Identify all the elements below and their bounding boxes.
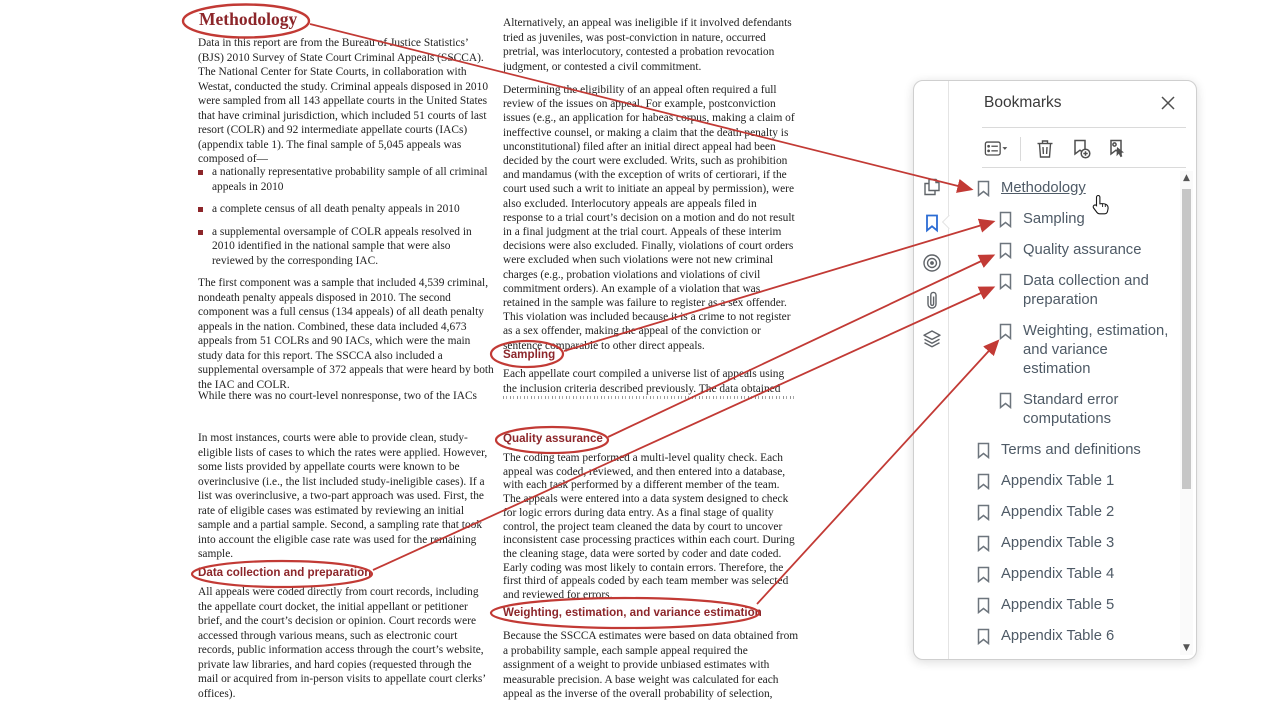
bookmark-label[interactable]: Data collection and preparation [1023, 273, 1149, 308]
scroll-down-icon[interactable]: ▼ [1183, 643, 1190, 653]
panel-navigation-rail [914, 81, 949, 659]
bookmark-label[interactable]: Standard error computations [1023, 392, 1119, 427]
bookmark-label[interactable]: Appendix Table 3 [1001, 535, 1115, 551]
bookmark-icon [998, 242, 1013, 259]
bookmark-item-appendix-table-3[interactable] [950, 534, 1180, 553]
paragraph: Determining the eligibility of an appeal often required a full review of the issues on appeal. For example, postconviction issues (e.g., an application for habeas corpus, making a claim of ineffective counsel, or making a claim that the death penalty is unconstitutional) filed after an initial direct appeal had been decided by the court were excluded. Writs, such as prohibition and mandamus (with the exception of writs of certiorari, if the court used such a writ to initiate an appeal by permission), were also excluded. Interlocutory appeals are appeals filed in response to a trial court’s decision on a motion and do not result in a final judgment at the trial court. Appeals of these interim decisions were also excluded. Finally, violations of court orders were excluded when such violations were not new criminal charges (e.g., probation violations and violations of civil commitment orders). An example of a violation that was retained in the sample was failure to register as a sex offender. This violation was included because it is a crime to not register as a sex offender, making the appeal of the conviction or sentence comparable to other direct appeals. [503, 84, 795, 352]
bookmark-item-standard-error[interactable] [950, 391, 1180, 429]
bookmark-label[interactable]: Weighting, estimation, and variance estimation [1023, 323, 1169, 377]
panel-header [950, 81, 1196, 127]
paragraph: The first component was a sample that included 4,539 criminal, nondeath penalty appeals disposed in 2010. The second component was a full census (134 appeals) of all death penalty appeals in the nation. Combined, these data included 4,673 appeals from 51 COLRs and 90 IACs, which were the main study data for this report. The SSCCA also included a supplemental oversample of 372 appeals that were heard by both the IAC and COLR. [198, 277, 494, 391]
clipped-text-remnant [503, 396, 795, 399]
section-heading-methodology: Methodology [199, 9, 298, 29]
bookmark-item-terms[interactable] [950, 441, 1180, 460]
bookmark-icon [976, 566, 991, 583]
bookmark-label[interactable]: Appendix Table 1 [1001, 473, 1115, 489]
attachments-paperclip-icon[interactable] [918, 287, 946, 315]
bookmarks-panel-content [950, 81, 1196, 659]
bookmark-item-quality-assurance[interactable] [950, 241, 1180, 260]
paragraph: Data in this report are from the Bureau of Justice Statistics’ (BJS) 2010 Survey of State Court Criminal Appeals (SSCCA). The National Center for State Courts, in collaboration with Westat, conducted the study. Criminal appeals disposed in 2010 were sampled from all 143 appellate courts in the United States that have criminal jurisdiction, which included 51 courts of last resort (COLR) and 92 intermediate appellate courts (IACs) (appendix table 1). The final sample of 5,045 appeals was composed of— [198, 37, 489, 165]
bookmark-item-data-collection[interactable] [950, 272, 1180, 310]
bookmark-item-appendix-table-4[interactable] [950, 565, 1180, 584]
bookmark-icon [976, 442, 991, 459]
new-bookmark-icon[interactable] [1069, 137, 1093, 161]
bookmark-options-icon[interactable] [984, 137, 1008, 161]
paragraph: Because the SSCCA estimates were based on data obtained from a probability sample, each sample appeal required the assignment of a weight to provide unbiased estimates with measurable precision. A base weight was calculated for each appeal as the inverse of the overall probability of selection, [503, 630, 799, 700]
bullet-item: a nationally representative probability sample of all criminal appeals in 2010 [198, 165, 488, 194]
bookmark-icon [976, 180, 991, 197]
bookmark-icon [976, 597, 991, 614]
paragraph: Alternatively, an appeal was ineligible if it involved defendants tried as juveniles, was post-conviction in nature, occurred pretrial, was interlocutory, contested a probation revocation judgment, or contested a civil commitment. [503, 17, 792, 73]
bookmark-icon [998, 392, 1013, 409]
bookmarks-list [950, 167, 1180, 657]
bullet-item: a complete census of all death penalty appeals in 2010 [198, 202, 488, 217]
close-icon[interactable] [1158, 93, 1178, 113]
section-heading-data-collection: Data collection and preparation [198, 566, 372, 579]
header-divider [982, 127, 1186, 128]
bookmark-label[interactable]: Methodology [1001, 180, 1086, 196]
bookmark-label[interactable]: Appendix Table 6 [1001, 628, 1115, 644]
bookmark-item-appendix-table-5[interactable] [950, 596, 1180, 615]
bookmark-item-methodology[interactable] [950, 179, 1180, 198]
bookmark-item-sampling[interactable] [950, 210, 1180, 229]
paragraph-clipped: Each appellate court compiled a universe list of appeals using the inclusion criteria described previously. The data obtained [503, 368, 785, 395]
bullet-item: a supplemental oversample of COLR appeals resolved in 2010 identified in the national sample that were also reviewed by the corresponding IAC. [198, 225, 488, 269]
bookmark-label[interactable]: Appendix Table 4 [1001, 566, 1115, 582]
bookmark-label[interactable]: Appendix Table 5 [1001, 597, 1115, 613]
section-heading-quality-assurance: Quality assurance [503, 432, 603, 445]
bookmarks-tab-icon-active[interactable] [918, 209, 946, 237]
section-heading-sampling: Sampling [503, 348, 556, 361]
bullet-list [198, 165, 488, 276]
set-bookmark-destination-icon[interactable] [1105, 137, 1129, 161]
bookmark-item-weighting[interactable] [950, 322, 1180, 379]
bookmarks-panel [913, 80, 1197, 660]
paragraph: In most instances, courts were able to provide clean, study-eligible lists of cases to which the rates were applied. However, some lists provided by appellate courts were known to be overinclusive (i.e., the list included study-ineligible cases). If a list was overinclusive, a two-part approach was used. First, the rate of eligible cases was estimated by reviewing an initial sample and a partial sample. Second, a sampling rate that took into account the eligible case rate was used for the remaining sample. [198, 432, 488, 560]
bookmark-icon [998, 323, 1013, 340]
paragraph-clipped: While there was no court-level nonresponse, two of the IACs [198, 390, 477, 402]
layers-icon[interactable] [918, 325, 946, 353]
paragraph: The coding team performed a multi-level quality check. Each appeal was coded, reviewed, and then entered into a database, with each task performed by a different member of the team. The appeals were entered into a data system designed to check for logic errors during data entry. As a final stage of quality control, the project team cleaned the data by court to uncover inconsistent case processing practices within each court. During the cleaning stage, data were sorted by coder and date coded. Early coding was most likely to contain errors. Therefore, the first third of appeals coded by each team member was selected and reviewed for errors. [503, 452, 795, 602]
bookmark-label[interactable]: Appendix Table 2 [1001, 504, 1115, 520]
bookmarks-toolbar [984, 133, 1129, 165]
scroll-up-icon[interactable]: ▲ [1183, 173, 1190, 183]
delete-bookmark-trash-icon[interactable] [1033, 137, 1057, 161]
bookmark-label[interactable]: Terms and definitions [1001, 442, 1141, 458]
bookmark-item-appendix-table-6[interactable] [950, 627, 1180, 646]
destinations-target-icon[interactable] [918, 249, 946, 277]
toolbar-separator [1020, 137, 1021, 161]
chevron-down-icon[interactable] [956, 184, 967, 191]
bookmark-icon [976, 535, 991, 552]
bookmark-icon [998, 273, 1013, 290]
bookmark-icon [976, 504, 991, 521]
bookmark-item-appendix-table-2[interactable] [950, 503, 1180, 522]
page-thumbnails-icon[interactable] [918, 173, 946, 201]
bookmark-label[interactable]: Sampling [1023, 211, 1085, 227]
bookmark-icon [976, 628, 991, 645]
scrollbar-thumb[interactable] [1182, 189, 1191, 489]
section-heading-weighting: Weighting, estimation, and variance estimation [503, 606, 762, 619]
paragraph: All appeals were coded directly from court records, including the appellate court docket, the initial appellant or petitioner brief, and the court’s decision or opinion. Court records were accessed through various means, such as electronic court records, public information access through the court’s website, private law libraries, and hard copies (requested through the mail or acquired from in-person visits to appellate court clerks’ offices). [198, 586, 486, 700]
bookmark-icon [998, 211, 1013, 228]
bookmark-item-appendix-table-1[interactable] [950, 472, 1180, 491]
bookmark-label[interactable]: Quality assurance [1023, 242, 1142, 258]
panel-title: Bookmarks [984, 94, 1062, 111]
bookmark-icon [976, 473, 991, 490]
scrollbar[interactable] [1180, 171, 1193, 655]
